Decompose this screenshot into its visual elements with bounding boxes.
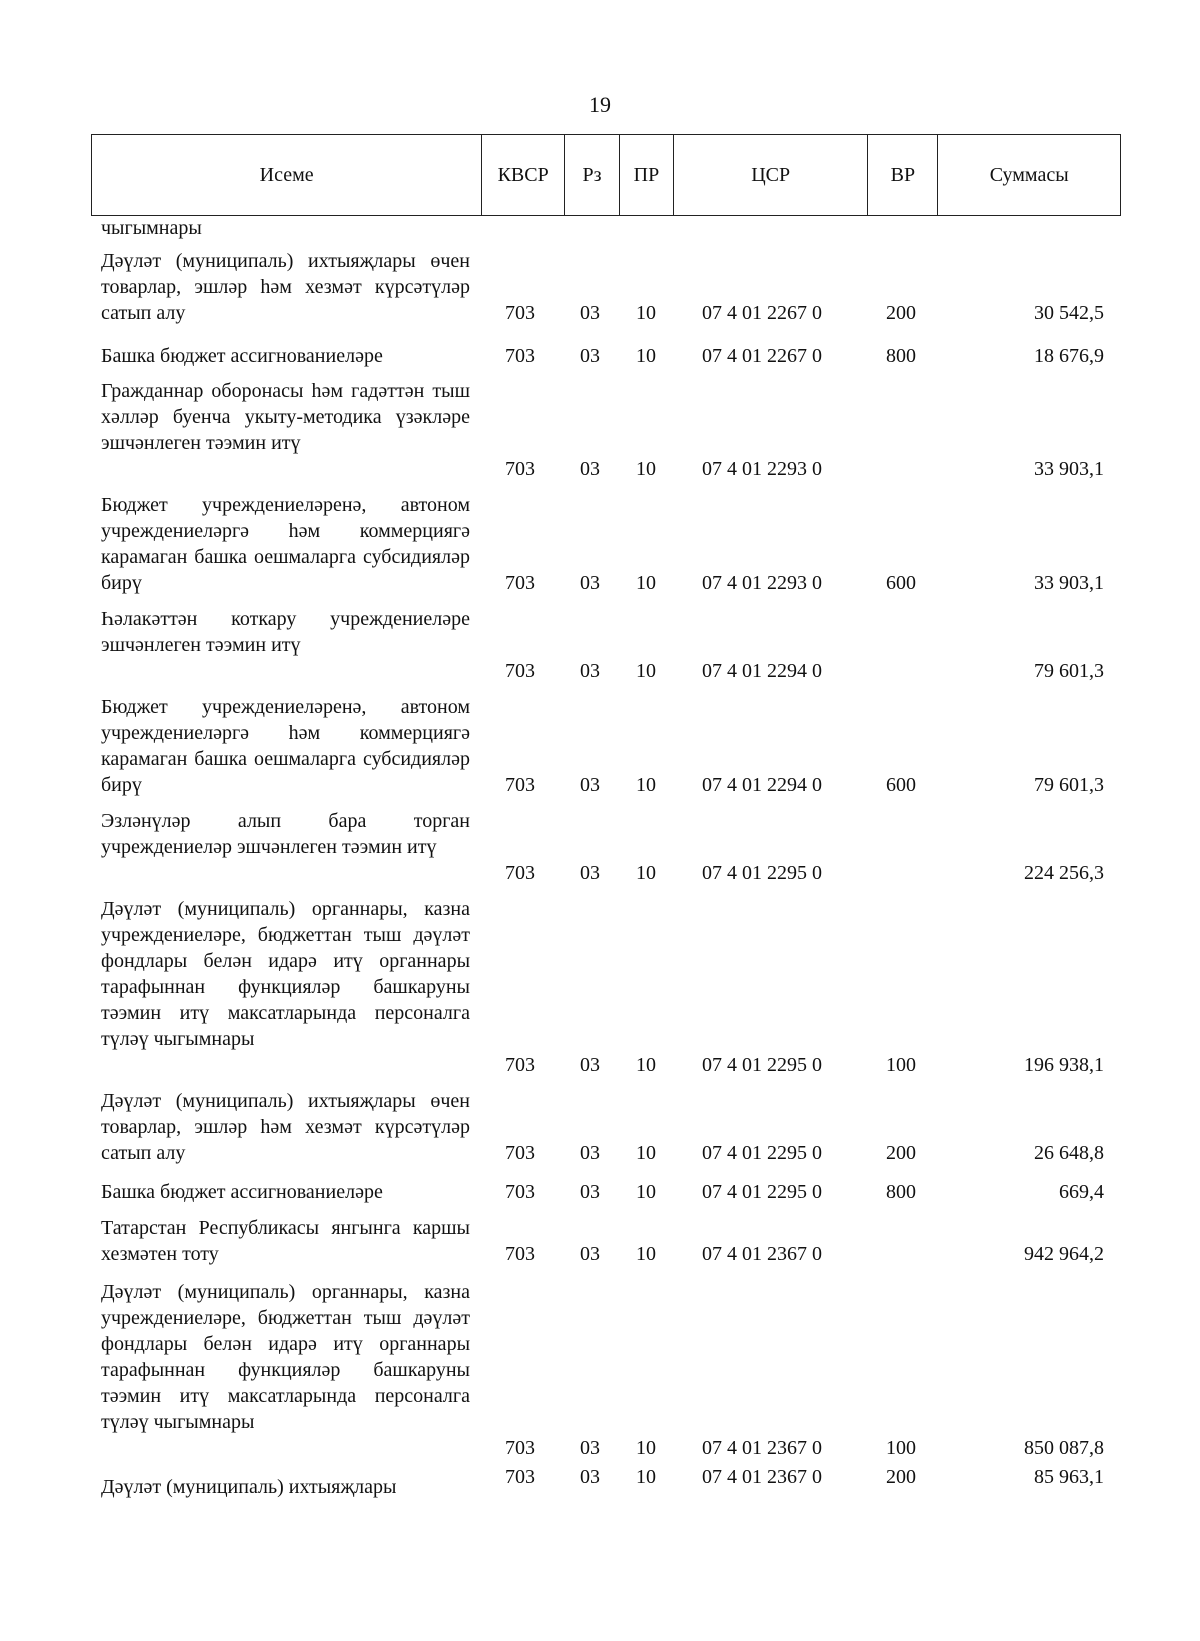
row-name: Дәүләт (муниципаль) ихтыяҗлары өчен товарлар, эшләр һәм хезмәт күрсәтүләр сатып алу bbox=[101, 1090, 470, 1164]
row-kvsr: 703 bbox=[505, 572, 535, 594]
row-pr: 10 bbox=[636, 774, 656, 796]
row-name: Эзләнүләр алып бара торган учреждениеләр эшчәнлеген тәэмин итү bbox=[101, 810, 470, 858]
row-sum: 30 542,5 bbox=[1034, 302, 1104, 324]
header-name: Исеме bbox=[92, 135, 482, 215]
row-vr: 200 bbox=[886, 302, 916, 324]
row-csr: 07 4 01 2295 0 bbox=[702, 1142, 822, 1164]
row-vr: 100 bbox=[886, 1437, 916, 1459]
row-pr: 10 bbox=[636, 572, 656, 594]
row-kvsr: 703 bbox=[505, 660, 535, 682]
row-sum: 18 676,9 bbox=[1034, 345, 1104, 367]
row-vr: 100 bbox=[886, 1054, 916, 1076]
row-csr: 07 4 01 2267 0 bbox=[702, 345, 822, 367]
header-rz: Рз bbox=[565, 135, 620, 215]
row-csr: 07 4 01 2295 0 bbox=[702, 862, 822, 884]
row-vr: 600 bbox=[886, 774, 916, 796]
row-csr: 07 4 01 2293 0 bbox=[702, 458, 822, 480]
row-rz: 03 bbox=[580, 862, 600, 884]
row-sum: 942 964,2 bbox=[1024, 1243, 1104, 1265]
row-csr: 07 4 01 2294 0 bbox=[702, 774, 822, 796]
row-name: Башка бюджет ассигнованиеләре bbox=[101, 345, 383, 367]
row-csr: 07 4 01 2295 0 bbox=[702, 1054, 822, 1076]
row-csr: 07 4 01 2367 0 bbox=[702, 1437, 822, 1459]
row-name: Һәлакәттән коткару учреждениеләре эшчәнлеген тәэмин итү bbox=[101, 608, 470, 656]
row-name: Татарстан Республикасы янгынга каршы хезмәтен тоту bbox=[101, 1217, 470, 1265]
header-pr: ПР bbox=[620, 135, 674, 215]
row-vr: 200 bbox=[886, 1466, 916, 1488]
row-pr: 10 bbox=[636, 1243, 656, 1265]
row-rz: 03 bbox=[580, 345, 600, 367]
header-kvsr: КВСР bbox=[482, 135, 565, 215]
header-vr: ВР bbox=[868, 135, 938, 215]
row-kvsr: 703 bbox=[505, 1437, 535, 1459]
row-rz: 03 bbox=[580, 1181, 600, 1203]
row-name: Бюджет учреждениеләренә, автоном учреждениеләргә һәм коммерциягә карамаган башка оешмаларга субсидияләр бирү bbox=[101, 494, 470, 594]
row-csr: 07 4 01 2295 0 bbox=[702, 1181, 822, 1203]
row-sum: 669,4 bbox=[1059, 1181, 1104, 1203]
row-kvsr: 703 bbox=[505, 1466, 535, 1488]
row-rz: 03 bbox=[580, 302, 600, 324]
row-name: Дәүләт (муниципаль) ихтыяҗлары bbox=[101, 1476, 397, 1498]
row-sum: 33 903,1 bbox=[1034, 572, 1104, 594]
row-sum: 79 601,3 bbox=[1034, 660, 1104, 682]
row-pr: 10 bbox=[636, 660, 656, 682]
row-kvsr: 703 bbox=[505, 862, 535, 884]
row-pr: 10 bbox=[636, 1142, 656, 1164]
row-rz: 03 bbox=[580, 660, 600, 682]
row-kvsr: 703 bbox=[505, 302, 535, 324]
row-vr: 800 bbox=[886, 345, 916, 367]
row-kvsr: 703 bbox=[505, 1054, 535, 1076]
row-kvsr: 703 bbox=[505, 1142, 535, 1164]
row-rz: 03 bbox=[580, 1437, 600, 1459]
row-rz: 03 bbox=[580, 1243, 600, 1265]
row-csr: 07 4 01 2367 0 bbox=[702, 1243, 822, 1265]
row-kvsr: 703 bbox=[505, 1181, 535, 1203]
row-sum: 196 938,1 bbox=[1024, 1054, 1104, 1076]
row-sum: 26 648,8 bbox=[1034, 1142, 1104, 1164]
header-csr: ЦСР bbox=[674, 135, 869, 215]
row-name: Дәүләт (муниципаль) ихтыяҗлары өчен товарлар, эшләр һәм хезмәт күрсәтүләр сатып алу bbox=[101, 250, 470, 324]
row-csr: 07 4 01 2367 0 bbox=[702, 1466, 822, 1488]
row-rz: 03 bbox=[580, 458, 600, 480]
row-csr: 07 4 01 2294 0 bbox=[702, 660, 822, 682]
row-sum: 224 256,3 bbox=[1024, 862, 1104, 884]
row-rz: 03 bbox=[580, 1142, 600, 1164]
row-csr: 07 4 01 2293 0 bbox=[702, 572, 822, 594]
row-kvsr: 703 bbox=[505, 1243, 535, 1265]
row-rz: 03 bbox=[580, 1466, 600, 1488]
row-csr: 07 4 01 2267 0 bbox=[702, 302, 822, 324]
row-vr: 600 bbox=[886, 572, 916, 594]
row-pr: 10 bbox=[636, 345, 656, 367]
continuation-text: чыгымнары bbox=[101, 217, 202, 239]
row-vr: 800 bbox=[886, 1181, 916, 1203]
row-kvsr: 703 bbox=[505, 458, 535, 480]
row-rz: 03 bbox=[580, 572, 600, 594]
row-kvsr: 703 bbox=[505, 345, 535, 367]
row-name: Башка бюджет ассигнованиеләре bbox=[101, 1181, 383, 1203]
row-kvsr: 703 bbox=[505, 774, 535, 796]
row-pr: 10 bbox=[636, 1466, 656, 1488]
page-number: 19 bbox=[589, 92, 611, 117]
row-name: Бюджет учреждениеләренә, автоном учреждениеләргә һәм коммерциягә карамаган башка оешмаларга субсидияләр бирү bbox=[101, 696, 470, 796]
row-sum: 79 601,3 bbox=[1034, 774, 1104, 796]
row-name: Гражданнар оборонасы һәм гадәттән тыш хәлләр буенча укыту-методика үзәкләре эшчәнлеген тәэмин итү bbox=[101, 380, 470, 454]
row-pr: 10 bbox=[636, 862, 656, 884]
table-header bbox=[91, 134, 1121, 216]
row-sum: 33 903,1 bbox=[1034, 458, 1104, 480]
row-vr: 200 bbox=[886, 1142, 916, 1164]
row-pr: 10 bbox=[636, 302, 656, 324]
row-name: Дәүләт (муниципаль) органнары, казна учреждениеләре, бюджеттан тыш дәүләт фондлары белән идарә итү органнары тарафыннан функцияләр башкаруны тәэмин итү максатларында персоналга түләү чыгымнары bbox=[101, 898, 470, 1050]
header-sum: Суммасы bbox=[989, 163, 1069, 186]
row-pr: 10 bbox=[636, 1437, 656, 1459]
row-pr: 10 bbox=[636, 458, 656, 480]
row-rz: 03 bbox=[580, 774, 600, 796]
row-pr: 10 bbox=[636, 1054, 656, 1076]
row-sum: 850 087,8 bbox=[1024, 1437, 1104, 1459]
row-rz: 03 bbox=[580, 1054, 600, 1076]
row-name: Дәүләт (муниципаль) органнары, казна учреждениеләре, бюджеттан тыш дәүләт фондлары белән идарә итү органнары тарафыннан функцияләр башкаруны тәэмин итү максатларында персоналга түләү чыгымнары bbox=[101, 1281, 470, 1433]
row-sum: 85 963,1 bbox=[1034, 1466, 1104, 1488]
row-pr: 10 bbox=[636, 1181, 656, 1203]
